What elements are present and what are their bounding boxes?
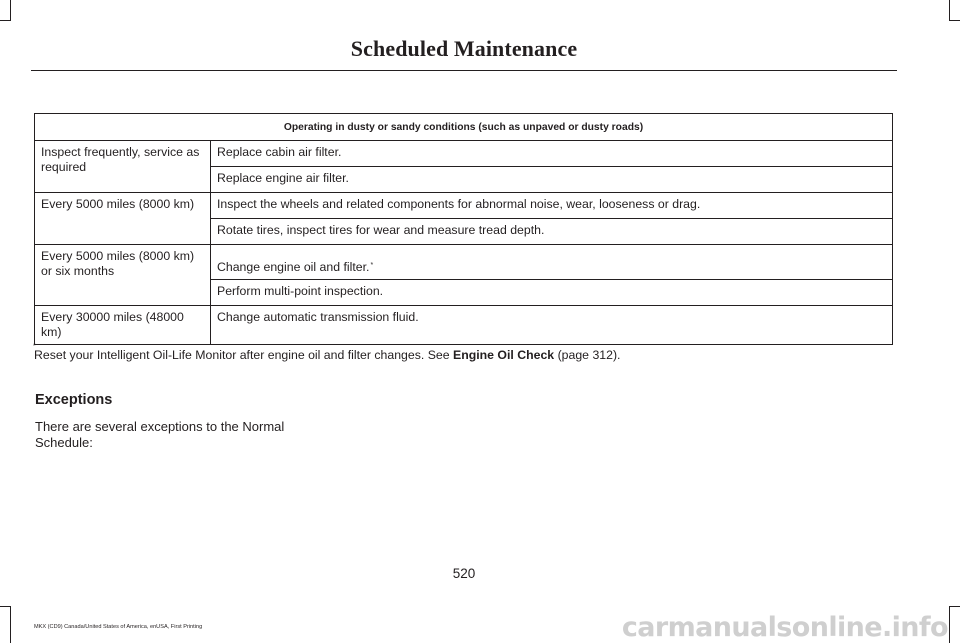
footnote-cross-reference: Engine Oil Check bbox=[453, 348, 555, 362]
crop-mark-top-left-vertical bbox=[10, 0, 11, 20]
table-row bbox=[35, 141, 893, 167]
crop-mark-top-left-horizontal bbox=[0, 20, 11, 21]
crop-mark-top-right-horizontal bbox=[949, 20, 960, 21]
task-cell: Change automatic transmission fluid. bbox=[211, 306, 893, 345]
table-row bbox=[35, 306, 893, 345]
page-number: 520 bbox=[452, 566, 476, 581]
task-cell: Replace engine air filter. bbox=[211, 167, 893, 193]
interval-cell: Inspect frequently, service as required bbox=[35, 141, 211, 193]
task-text: Change engine oil and filter. bbox=[217, 260, 370, 274]
crop-mark-top-right-vertical bbox=[949, 0, 950, 20]
interval-cell: Every 5000 miles (8000 km) bbox=[35, 193, 211, 245]
task-cell: Perform multi-point inspection. bbox=[211, 280, 893, 306]
maintenance-table bbox=[34, 113, 893, 345]
table-footnote bbox=[33, 343, 621, 362]
crop-mark-bottom-left-vertical bbox=[10, 606, 11, 643]
header-rule bbox=[31, 70, 897, 71]
print-footer: MKX (CD9) Canada/United States of America, enUSA, First Printing bbox=[34, 624, 203, 630]
section-heading: Exceptions bbox=[35, 392, 113, 408]
table-row bbox=[35, 245, 893, 280]
crop-mark-bottom-right-vertical bbox=[949, 606, 950, 643]
table-heading: Operating in dusty or sandy conditions (such as unpaved or dusty roads) bbox=[35, 114, 893, 141]
footnote-page-ref: (page 312). bbox=[554, 348, 621, 362]
footnote-text: Reset your Intelligent Oil-Life Monitor after engine oil and filter changes. See bbox=[34, 348, 454, 362]
page-header-title: Scheduled Maintenance bbox=[350, 36, 578, 61]
interval-cell: Every 5000 miles (8000 km) or six months bbox=[35, 245, 211, 306]
watermark: carmanualsonline.info bbox=[621, 612, 948, 643]
footnote-mark: * bbox=[33, 343, 36, 350]
crop-mark-bottom-right-horizontal bbox=[949, 606, 960, 607]
task-cell: Inspect the wheels and related components for abnormal noise, wear, looseness or drag. bbox=[211, 193, 893, 219]
task-cell: Rotate tires, inspect tires for wear and measure tread depth. bbox=[211, 219, 893, 245]
task-cell bbox=[211, 245, 893, 280]
task-cell: Replace cabin air filter. bbox=[211, 141, 893, 167]
table-row bbox=[35, 193, 893, 219]
table-heading-row bbox=[35, 114, 893, 141]
interval-cell: Every 30000 miles (48000 km) bbox=[35, 306, 211, 345]
footnote-marker: * bbox=[370, 262, 374, 269]
section-body: There are several exceptions to the Normal Schedule: bbox=[35, 419, 285, 450]
crop-mark-bottom-left-horizontal bbox=[0, 606, 11, 607]
